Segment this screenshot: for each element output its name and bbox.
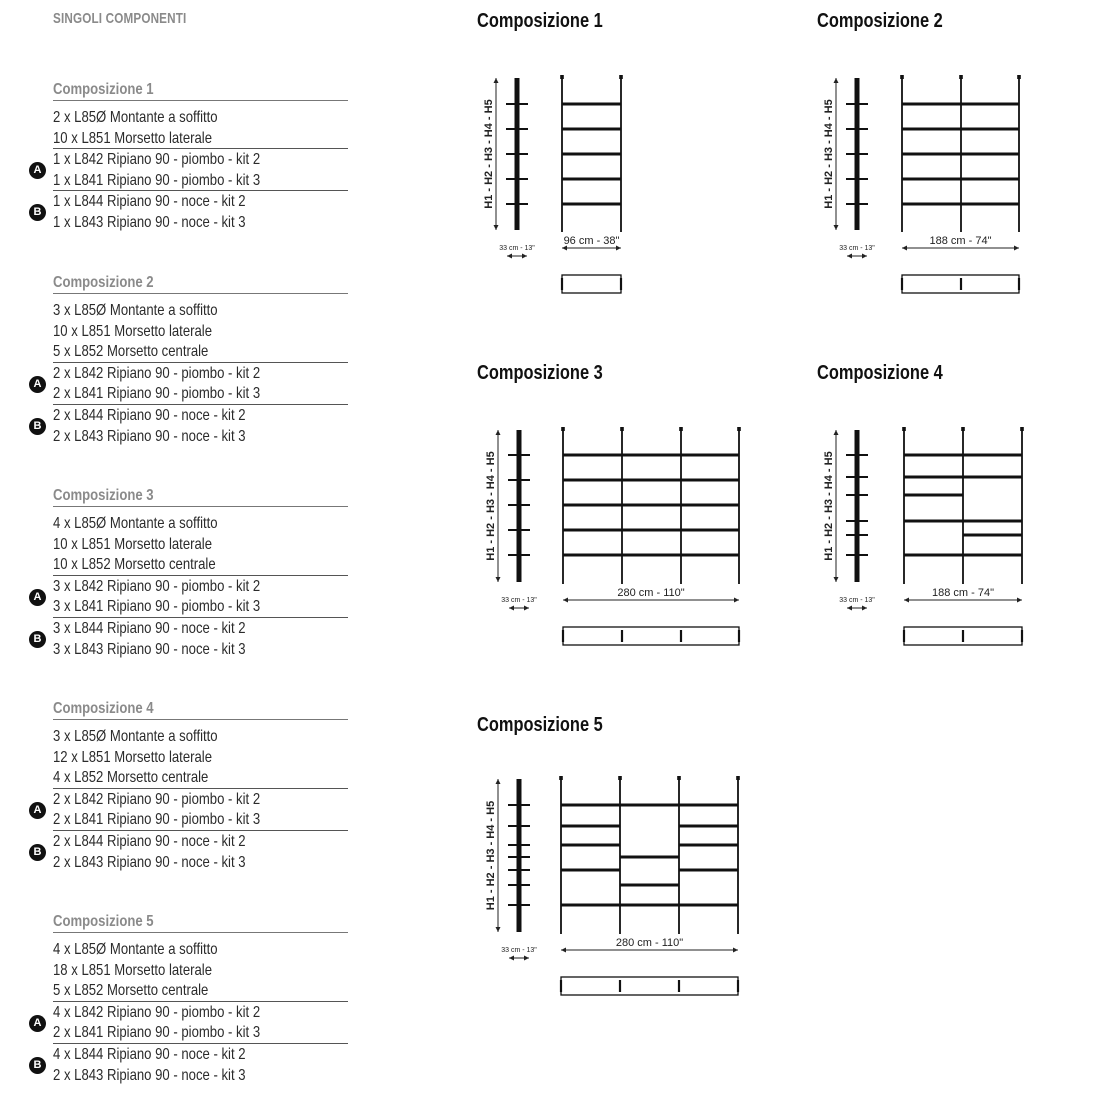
diagram-4-width-dimension-head-end bbox=[1017, 598, 1022, 603]
diagram-5-height-label: H1 - H2 - H3 - H4 - H5 bbox=[485, 800, 497, 911]
component-line-text: 3 x L844 Ripiano 90 - noce - kit 2 bbox=[53, 619, 246, 637]
diagram-3-post-cap bbox=[561, 427, 565, 431]
diagram-2-post-cap bbox=[900, 75, 904, 79]
diagram-2-depth-dimension-head-end bbox=[862, 254, 867, 259]
component-line-text: 3 x L842 Ripiano 90 - piombo - kit 2 bbox=[53, 577, 261, 595]
component-line-text: 2 x L841 Ripiano 90 - piombo - kit 3 bbox=[53, 385, 261, 403]
diagram-2-height-label: H1 - H2 - H3 - H4 - H5 bbox=[823, 99, 835, 209]
component-list-title-text: Composizione 4 bbox=[53, 700, 154, 717]
diagram-title-5: Composizione 5 bbox=[477, 714, 603, 736]
diagram-4-height-dimension-head-start bbox=[834, 430, 839, 435]
diagram-1-depth-dimension-head-start bbox=[507, 254, 512, 259]
diagram-5-post-cap bbox=[559, 776, 563, 780]
diagram-4-depth-label: 33 cm - 13" bbox=[839, 597, 875, 604]
diagram-title-1: Composizione 1 bbox=[477, 10, 603, 32]
diagram-3-depth-dimension-head-start bbox=[509, 606, 514, 611]
diagram-1-post-cap bbox=[560, 75, 564, 79]
component-line-text: 5 x L852 Morsetto centrale bbox=[53, 343, 209, 361]
component-line-text: 2 x L843 Ripiano 90 - noce - kit 3 bbox=[53, 427, 246, 445]
diagram-5-post-cap bbox=[677, 776, 681, 780]
component-line-text: 1 x L841 Ripiano 90 - piombo - kit 3 bbox=[53, 171, 261, 189]
diagram-3-width-label: 280 cm - 110" bbox=[617, 587, 685, 599]
component-line-text: 5 x L852 Morsetto centrale bbox=[53, 982, 209, 1000]
diagram-5-post-cap bbox=[618, 776, 622, 780]
diagram-3-plan-outline bbox=[563, 627, 739, 645]
diagram-3-post-cap bbox=[737, 427, 741, 431]
diagram-1-height-dimension-head-start bbox=[494, 78, 499, 83]
component-line-text: 1 x L843 Ripiano 90 - noce - kit 3 bbox=[53, 213, 246, 231]
diagram-title-3: Composizione 3 bbox=[477, 362, 603, 384]
component-line-text: 2 x L842 Ripiano 90 - piombo - kit 2 bbox=[53, 790, 261, 808]
diagram-5-height-dimension-head-start bbox=[496, 779, 501, 784]
diagram-title-4: Composizione 4 bbox=[817, 362, 943, 384]
component-list-title-text: Composizione 1 bbox=[53, 81, 154, 98]
diagram-4-post-cap bbox=[961, 427, 965, 431]
component-line-text: 10 x L851 Morsetto laterale bbox=[53, 322, 212, 340]
component-list-title-text: Composizione 2 bbox=[53, 274, 154, 291]
component-line-text: 3 x L85Ø Montante a soffitto bbox=[53, 302, 218, 319]
diagram-1-plan-outline bbox=[562, 275, 621, 293]
diagram-3-post-cap bbox=[679, 427, 683, 431]
diagram-4-width-dimension-head-start bbox=[904, 598, 909, 603]
component-line-text: 3 x L841 Ripiano 90 - piombo - kit 3 bbox=[53, 598, 261, 616]
diagram-3-width-dimension-head-end bbox=[734, 598, 739, 603]
diagram-1-post-cap bbox=[619, 75, 623, 79]
variant-badge-b: B bbox=[29, 204, 46, 221]
component-line-text: 1 x L842 Ripiano 90 - piombo - kit 2 bbox=[53, 151, 261, 169]
diagram-3-height-dimension-head-start bbox=[496, 430, 501, 435]
component-line-text: 3 x L843 Ripiano 90 - noce - kit 3 bbox=[53, 640, 246, 658]
variant-badge-b: B bbox=[29, 1057, 46, 1074]
diagram-5-width-dimension-head-start bbox=[561, 948, 566, 953]
diagram-2-post-cap bbox=[959, 75, 963, 79]
diagram-3-depth-label: 33 cm - 13" bbox=[501, 597, 537, 604]
diagram-4-height-label: H1 - H2 - H3 - H4 - H5 bbox=[823, 451, 835, 561]
variant-badge-a: A bbox=[29, 376, 46, 393]
diagram-1-depth-dimension-head-end bbox=[522, 254, 527, 259]
diagram-3-height-dimension-head-end bbox=[496, 577, 501, 582]
diagram-4-post-cap bbox=[1020, 427, 1024, 431]
component-line-text: 3 x L85Ø Montante a soffitto bbox=[53, 728, 218, 745]
diagram-title-2: Composizione 2 bbox=[817, 10, 943, 32]
diagram-4-depth-dimension-head-end bbox=[862, 606, 867, 611]
diagram-5-depth-dimension-head-start bbox=[509, 956, 514, 961]
component-line-text: 10 x L852 Morsetto centrale bbox=[53, 556, 216, 574]
component-line-text: 2 x L843 Ripiano 90 - noce - kit 3 bbox=[53, 853, 246, 871]
component-line-text: 4 x L852 Morsetto centrale bbox=[53, 769, 209, 787]
diagram-3-post-cap bbox=[620, 427, 624, 431]
diagram-2-width-dimension-head-start bbox=[902, 246, 907, 251]
diagram-2-width-label: 188 cm - 74" bbox=[929, 235, 992, 247]
diagram-2-width-dimension-head-end bbox=[1014, 246, 1019, 251]
component-line-text: 10 x L851 Morsetto laterale bbox=[53, 129, 212, 147]
component-line-text: 2 x L842 Ripiano 90 - piombo - kit 2 bbox=[53, 364, 261, 382]
component-line-text: 2 x L843 Ripiano 90 - noce - kit 3 bbox=[53, 1066, 246, 1084]
diagram-4-depth-dimension-head-start bbox=[847, 606, 852, 611]
variant-badge-b: B bbox=[29, 844, 46, 861]
diagram-3-height-label: H1 - H2 - H3 - H4 - H5 bbox=[485, 451, 497, 561]
component-line-text: 4 x L844 Ripiano 90 - noce - kit 2 bbox=[53, 1045, 246, 1063]
diagram-5-plan-outline bbox=[561, 977, 738, 995]
component-line-text: 2 x L841 Ripiano 90 - piombo - kit 3 bbox=[53, 811, 261, 829]
diagram-5-depth-dimension-head-end bbox=[524, 956, 529, 961]
diagram-2-depth-label: 33 cm - 13" bbox=[839, 245, 875, 252]
component-line-text: 4 x L842 Ripiano 90 - piombo - kit 2 bbox=[53, 1003, 261, 1021]
component-line-text: 2 x L841 Ripiano 90 - piombo - kit 3 bbox=[53, 1024, 261, 1042]
page-heading: SINGOLI COMPONENTI bbox=[53, 10, 187, 27]
diagram-5-width-label: 280 cm - 110" bbox=[615, 937, 684, 949]
variant-badge-a: A bbox=[29, 589, 46, 606]
component-list-title-text: Composizione 3 bbox=[53, 487, 154, 504]
variant-badge-b: B bbox=[29, 418, 46, 435]
diagram-5-post-cap bbox=[736, 776, 740, 780]
component-line-text: 12 x L851 Morsetto laterale bbox=[53, 748, 212, 766]
diagram-3-width-dimension-head-start bbox=[563, 598, 568, 603]
component-line-text: 10 x L851 Morsetto laterale bbox=[53, 535, 212, 553]
diagram-1-width-label: 96 cm - 38" bbox=[563, 235, 620, 247]
variant-badge-a: A bbox=[29, 802, 46, 819]
diagram-4-post-cap bbox=[902, 427, 906, 431]
diagram-1-height-label: H1 - H2 - H3 - H4 - H5 bbox=[483, 99, 495, 209]
component-line-text: 2 x L844 Ripiano 90 - noce - kit 2 bbox=[53, 406, 246, 424]
component-line-text: 2 x L844 Ripiano 90 - noce - kit 2 bbox=[53, 832, 246, 850]
diagram-5-height-dimension-head-end bbox=[496, 927, 501, 932]
diagram-4-width-label: 188 cm - 74" bbox=[932, 587, 994, 599]
diagram-1-depth-label: 33 cm - 13" bbox=[499, 245, 535, 252]
diagram-4-height-dimension-head-end bbox=[834, 577, 839, 582]
component-line-text: 4 x L85Ø Montante a soffitto bbox=[53, 515, 218, 532]
diagram-5-width-dimension-head-end bbox=[733, 948, 738, 953]
component-list-title-text: Composizione 5 bbox=[53, 913, 154, 930]
diagram-1-height-dimension-head-end bbox=[494, 225, 499, 230]
component-line-text: 18 x L851 Morsetto laterale bbox=[53, 961, 212, 979]
variant-badge-b: B bbox=[29, 631, 46, 648]
variant-badge-a: A bbox=[29, 1015, 46, 1032]
variant-badge-a: A bbox=[29, 162, 46, 179]
component-line-text: 2 x L85Ø Montante a soffitto bbox=[53, 109, 218, 126]
diagram-2-height-dimension-head-start bbox=[834, 78, 839, 83]
diagram-2-post-cap bbox=[1017, 75, 1021, 79]
diagram-3-depth-dimension-head-end bbox=[524, 606, 529, 611]
diagram-2-depth-dimension-head-start bbox=[847, 254, 852, 259]
component-line-text: 1 x L844 Ripiano 90 - noce - kit 2 bbox=[53, 193, 246, 211]
diagram-2-height-dimension-head-end bbox=[834, 225, 839, 230]
component-line-text: 4 x L85Ø Montante a soffitto bbox=[53, 941, 218, 958]
diagram-5-depth-label: 33 cm - 13" bbox=[501, 947, 537, 954]
